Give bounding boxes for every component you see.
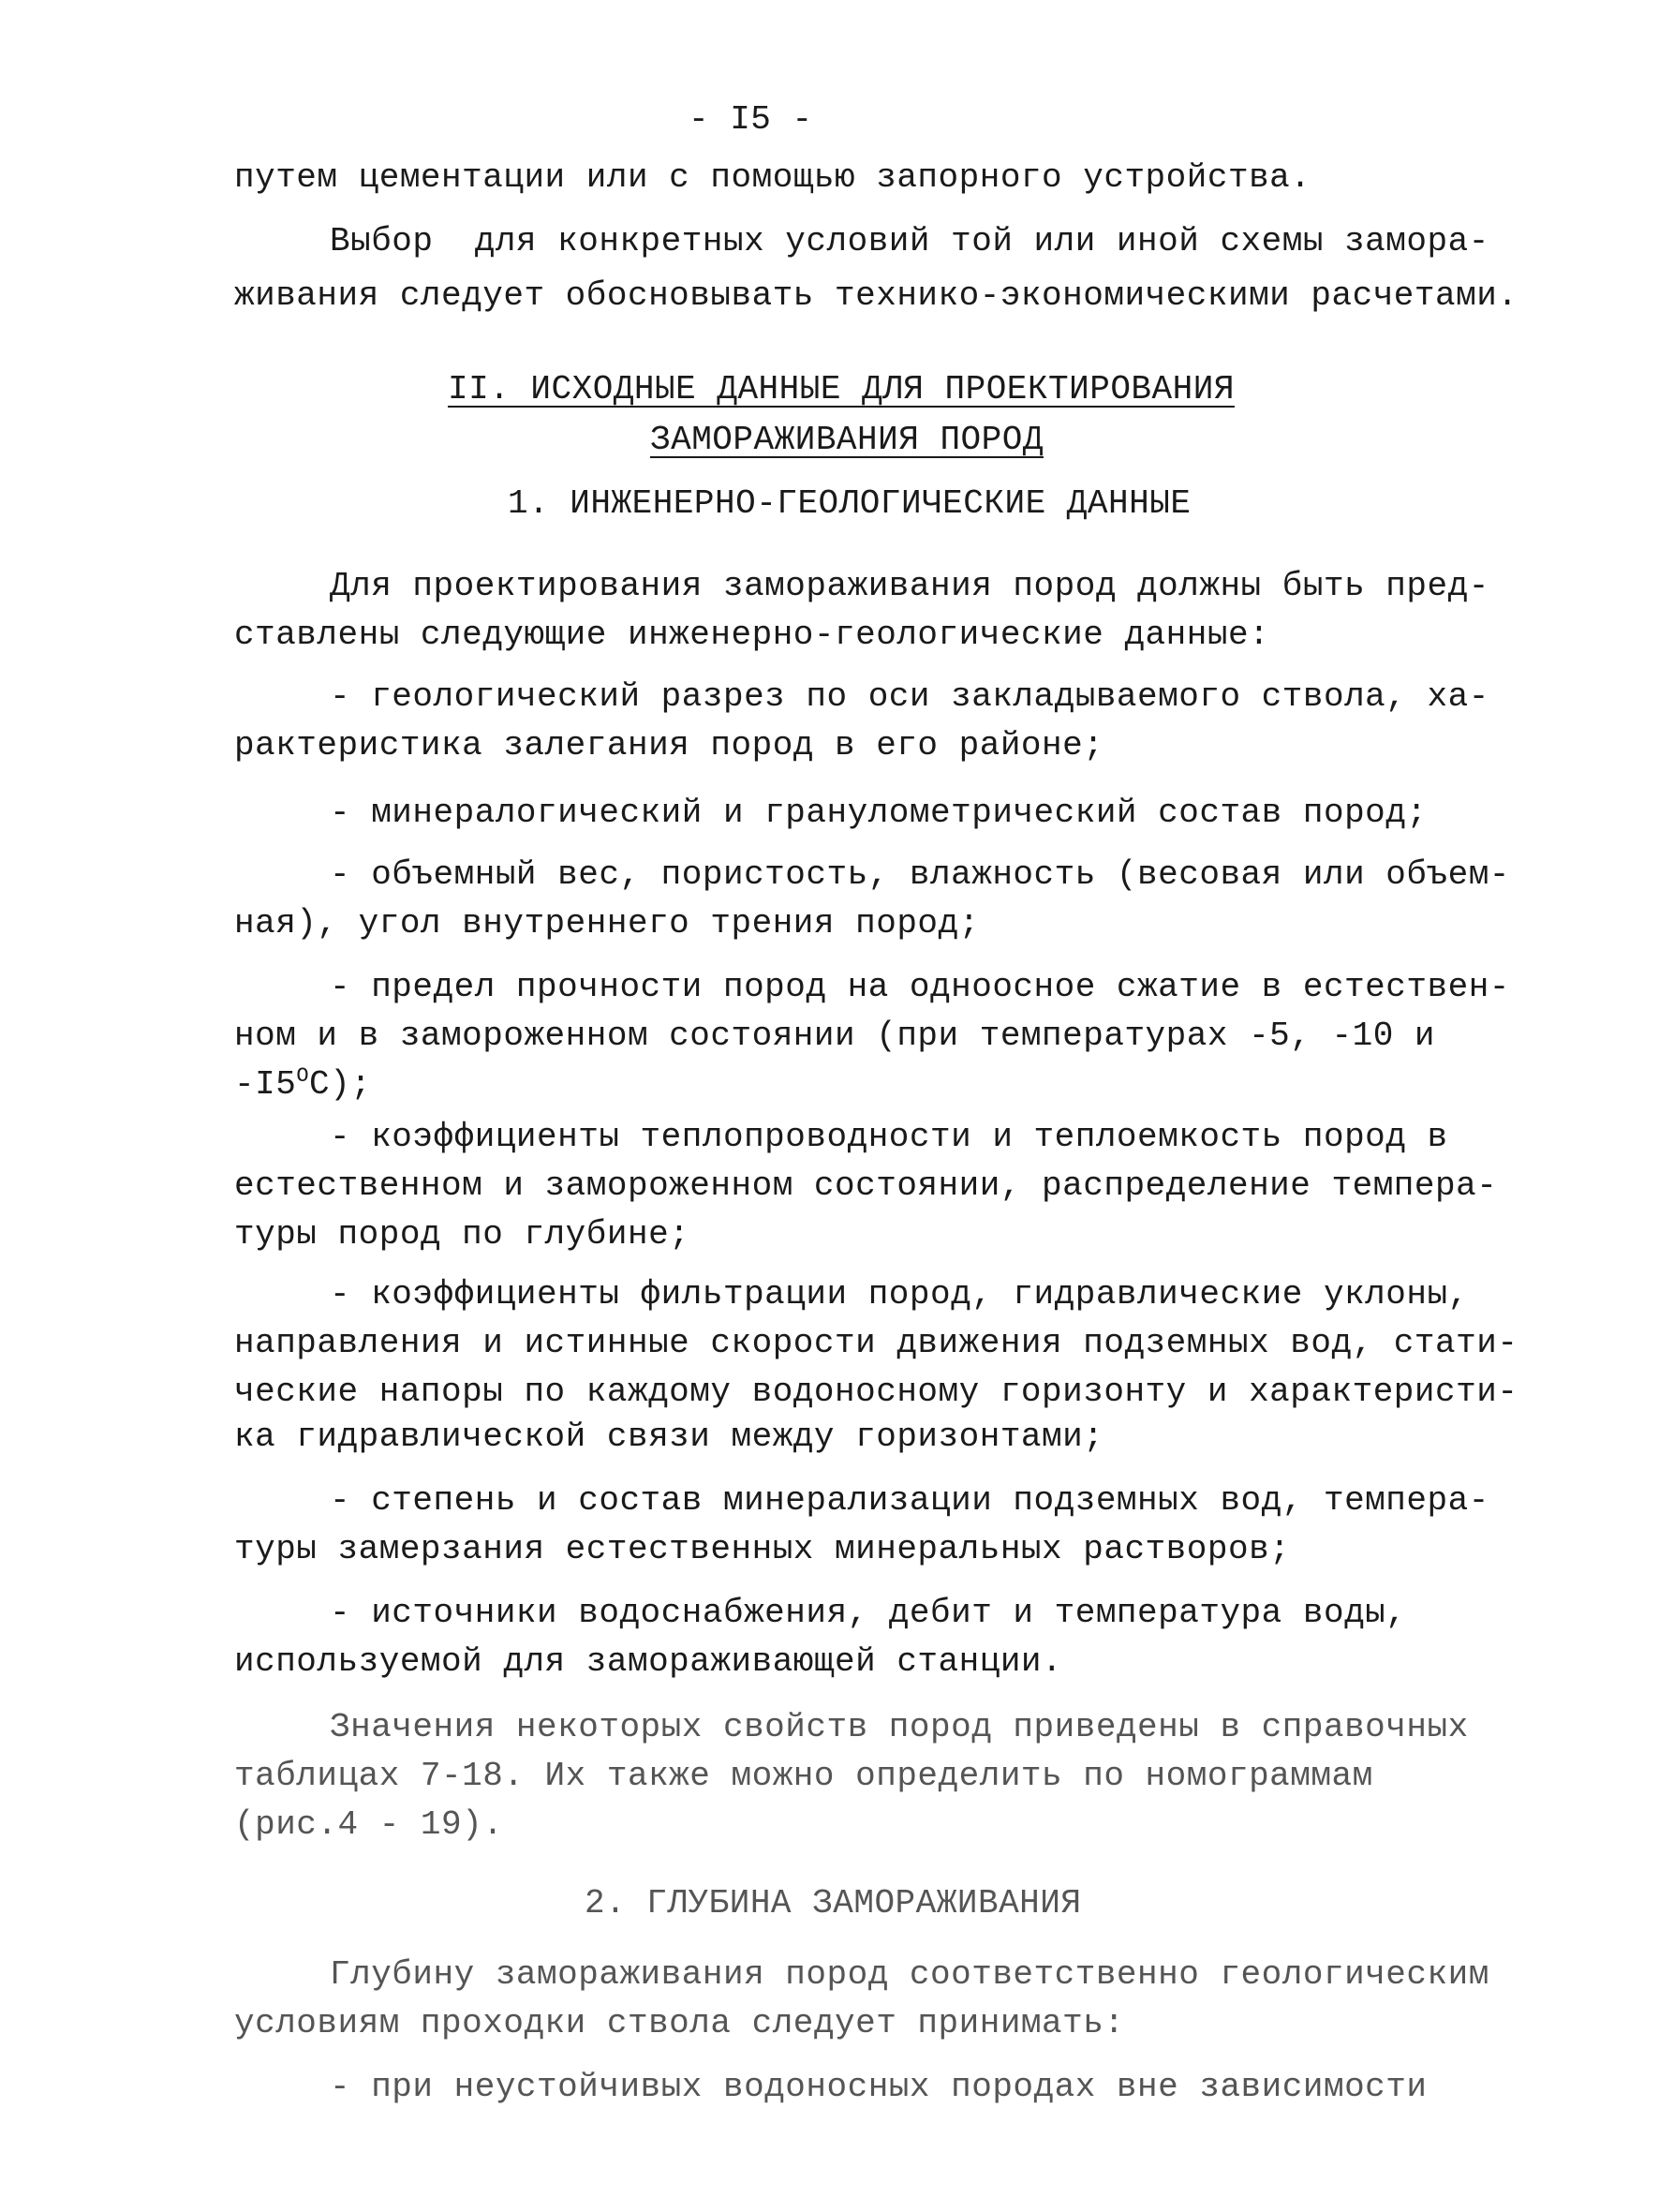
paragraph-line: Для проектирования замораживания пород должны быть пред- (330, 567, 1489, 605)
section-heading: II. ИСХОДНЫЕ ДАННЫЕ ДЛЯ ПРОЕКТИРОВАНИЯ (448, 370, 1235, 408)
list-item-line: - объемный вес, пористость, влажность (весовая или объем- (330, 855, 1510, 894)
list-item-line: туры пород по глубине; (234, 1215, 690, 1254)
list-item-line: - геологический разрез по оси закладываемого ствола, ха- (330, 677, 1489, 716)
paragraph-line: таблицах 7-18. Их также можно определить по номограммам (234, 1757, 1373, 1795)
list-item-line (234, 1064, 371, 1106)
temperature-unit: С); (309, 1065, 372, 1104)
list-item-line: - коэффициенты теплопроводности и теплоемкость пород в (330, 1118, 1448, 1156)
paragraph-line: живания следует обосновывать технико-экономическими расчетами. (234, 276, 1518, 315)
subsection-heading: 2. ГЛУБИНА ЗАМОРАЖИВАНИЯ (585, 1884, 1082, 1923)
section-heading: ЗАМОРАЖИВАНИЯ ПОРОД (650, 421, 1044, 459)
list-item-line: ка гидравлической связи между горизонтами; (234, 1418, 1104, 1456)
list-item-line: используемой для замораживающей станции. (234, 1642, 1063, 1681)
list-item-line: - степень и состав минерализации подземных вод, темпера- (330, 1481, 1489, 1520)
paragraph-line: условиям проходки ствола следует принимать: (234, 2004, 1125, 2042)
list-item-line: - предел прочности пород на одноосное сжатие в естествен- (330, 968, 1510, 1006)
list-item-line: - источники водоснабжения, дебит и температура воды, (330, 1594, 1407, 1632)
list-item-line: ная), угол внутреннего трения пород; (234, 904, 980, 943)
list-item-line: ном и в замороженном состоянии (при температурах -5, -10 и (234, 1017, 1436, 1055)
paragraph-line: Выбор для конкретных условий той или иной схемы замора- (330, 222, 1489, 260)
degree-sign: O (296, 1064, 310, 1088)
paragraph-line: (рис.4 - 19). (234, 1805, 504, 1844)
list-item-line: - минералогический и гранулометрический состав пород; (330, 794, 1428, 832)
paragraph-line: путем цементации или с помощью запорного устройства. (234, 158, 1311, 197)
list-item-line: - при неустойчивых водоносных породах вне зависимости (330, 2068, 1428, 2106)
page-number: - I5 - (689, 100, 813, 139)
list-item-line: рактеристика залегания пород в его районе; (234, 726, 1104, 765)
list-item-line: направления и истинные скорости движения подземных вод, стати- (234, 1324, 1518, 1362)
paragraph-line: ставлены следующие инженерно-геологические данные: (234, 616, 1270, 654)
paragraph-line: Глубину замораживания пород соответственно геологическим (330, 1955, 1489, 1994)
list-item-line: туры замерзания естественных минеральных растворов; (234, 1530, 1291, 1568)
paragraph-line: Значения некоторых свойств пород приведены в справочных (330, 1708, 1469, 1746)
list-item-line: естественном и замороженном состоянии, распределение темпера- (234, 1166, 1498, 1205)
subsection-heading: 1. ИНЖЕНЕРНО-ГЕОЛОГИЧЕСКИЕ ДАННЫЕ (508, 484, 1192, 523)
list-item-line: ческие напоры по каждому водоносному горизонту и характеристи- (234, 1373, 1518, 1411)
list-item-line: - коэффициенты фильтрации пород, гидравлические уклоны, (330, 1275, 1469, 1314)
temperature-value: -I5 (234, 1065, 297, 1104)
